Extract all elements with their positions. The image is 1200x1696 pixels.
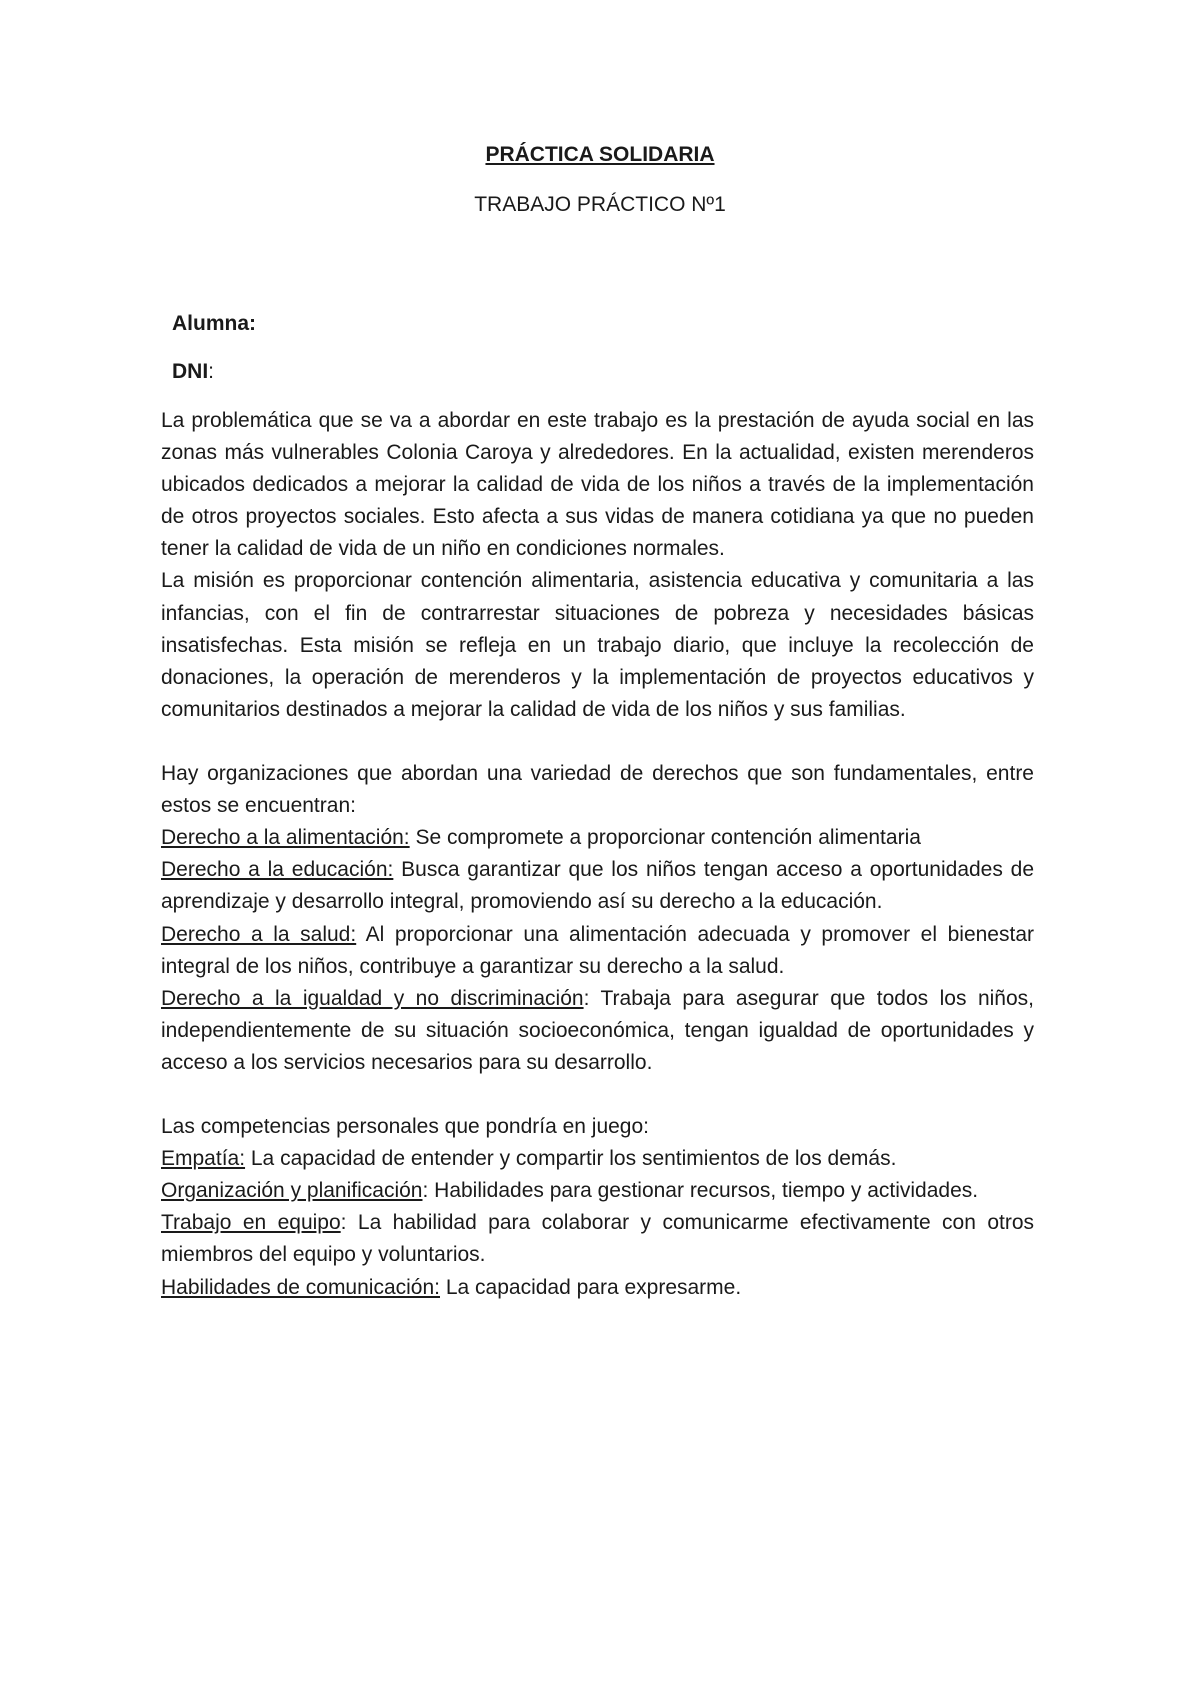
competency-description: La capacidad para expresarme.: [440, 1275, 742, 1299]
dni-colon: :: [208, 360, 215, 383]
right-description: Al proporcionar una alimentación adecuada y promover el bienestar integral de los niños, contribuye a garantizar su derecho a la salud.: [161, 922, 1034, 978]
field-alumna: [172, 310, 256, 338]
competency-term: Organización y planificación: [161, 1179, 423, 1203]
competency-item: [161, 1143, 1034, 1175]
right-term: Derecho a la educación:: [161, 858, 394, 882]
right-description: : Trabaja para asegurar que todos los niños, independientemente de su situación socioeconómica, tengan igualdad de oportunidades y acceso a los servicios necesarios para su desarrollo.: [161, 986, 1034, 1074]
competency-term: Empatía:: [161, 1147, 246, 1171]
competency-term: Trabajo en equipo: [161, 1211, 341, 1235]
paragraph-problem: La problemática que se va a abordar en este trabajo es la prestación de ayuda social en las zonas más vulnerables Colonia Caroya y alrededores. En la actualidad, existen merenderos ubicados dedicados a mejorar la calidad de vida de los niños a través de la implementación de otros proyectos sociales. Esto afecta a sus vidas de manera cotidiana ya que no pueden tener la calidad de vida de un niño en condiciones normales.: [161, 409, 1034, 561]
competency-item: [161, 1272, 1034, 1304]
field-dni: [172, 358, 214, 386]
document-subtitle: TRABAJO PRÁCTICO Nº1: [474, 193, 726, 216]
document-body: [161, 405, 1034, 1304]
paragraph-spacer: [161, 1079, 1034, 1111]
alumna-label: Alumna:: [172, 312, 256, 335]
paragraph-rights-intro: Hay organizaciones que abordan una variedad de derechos que son fundamentales, entre estos se encuentran:: [161, 762, 1034, 818]
competencies-intro: Las competencias personales que pondría en juego:: [161, 1115, 650, 1139]
right-description: Se compromete a proporcionar contención alimentaria: [409, 826, 921, 850]
competency-description: : Habilidades para gestionar recursos, tiempo y actividades.: [422, 1179, 979, 1203]
document-title: PRÁCTICA SOLIDARIA: [485, 143, 715, 166]
right-term: Derecho a la igualdad y no discriminación: [161, 986, 584, 1010]
right-item: [161, 983, 1034, 1079]
competency-term: Habilidades de comunicación:: [161, 1275, 440, 1299]
right-item: [161, 919, 1034, 983]
right-term: Derecho a la alimentación:: [161, 826, 410, 850]
dni-label: DNI: [172, 360, 209, 383]
paragraph-spacer: [161, 726, 1034, 758]
paragraph-mission: La misión es proporcionar contención alimentaria, asistencia educativa y comunitaria a las infancias, con el fin de contrarrestar situaciones de pobreza y necesidades básicas insatisfechas. Esta misión se refleja en un trabajo diario, que incluye la recolección de donaciones, la operación de merenderos y la implementación de proyectos educativos y comunitarios destinados a mejorar la calidad de vida de los niños y sus familias.: [161, 569, 1034, 721]
competency-item: [161, 1207, 1034, 1271]
right-item: [161, 822, 1034, 854]
right-item: [161, 854, 1034, 918]
competency-description: : La habilidad para colaborar y comunicarme efectivamente con otros miembros del equipo y voluntarios.: [161, 1211, 1035, 1267]
competency-description: La capacidad de entender y compartir los sentimientos de los demás.: [245, 1147, 897, 1171]
right-term: Derecho a la salud:: [161, 922, 357, 946]
competency-item: [161, 1175, 1034, 1207]
right-description: Busca garantizar que los niños tengan acceso a oportunidades de aprendizaje y desarrollo integral, promoviendo así su derecho a la educación.: [161, 858, 1035, 914]
